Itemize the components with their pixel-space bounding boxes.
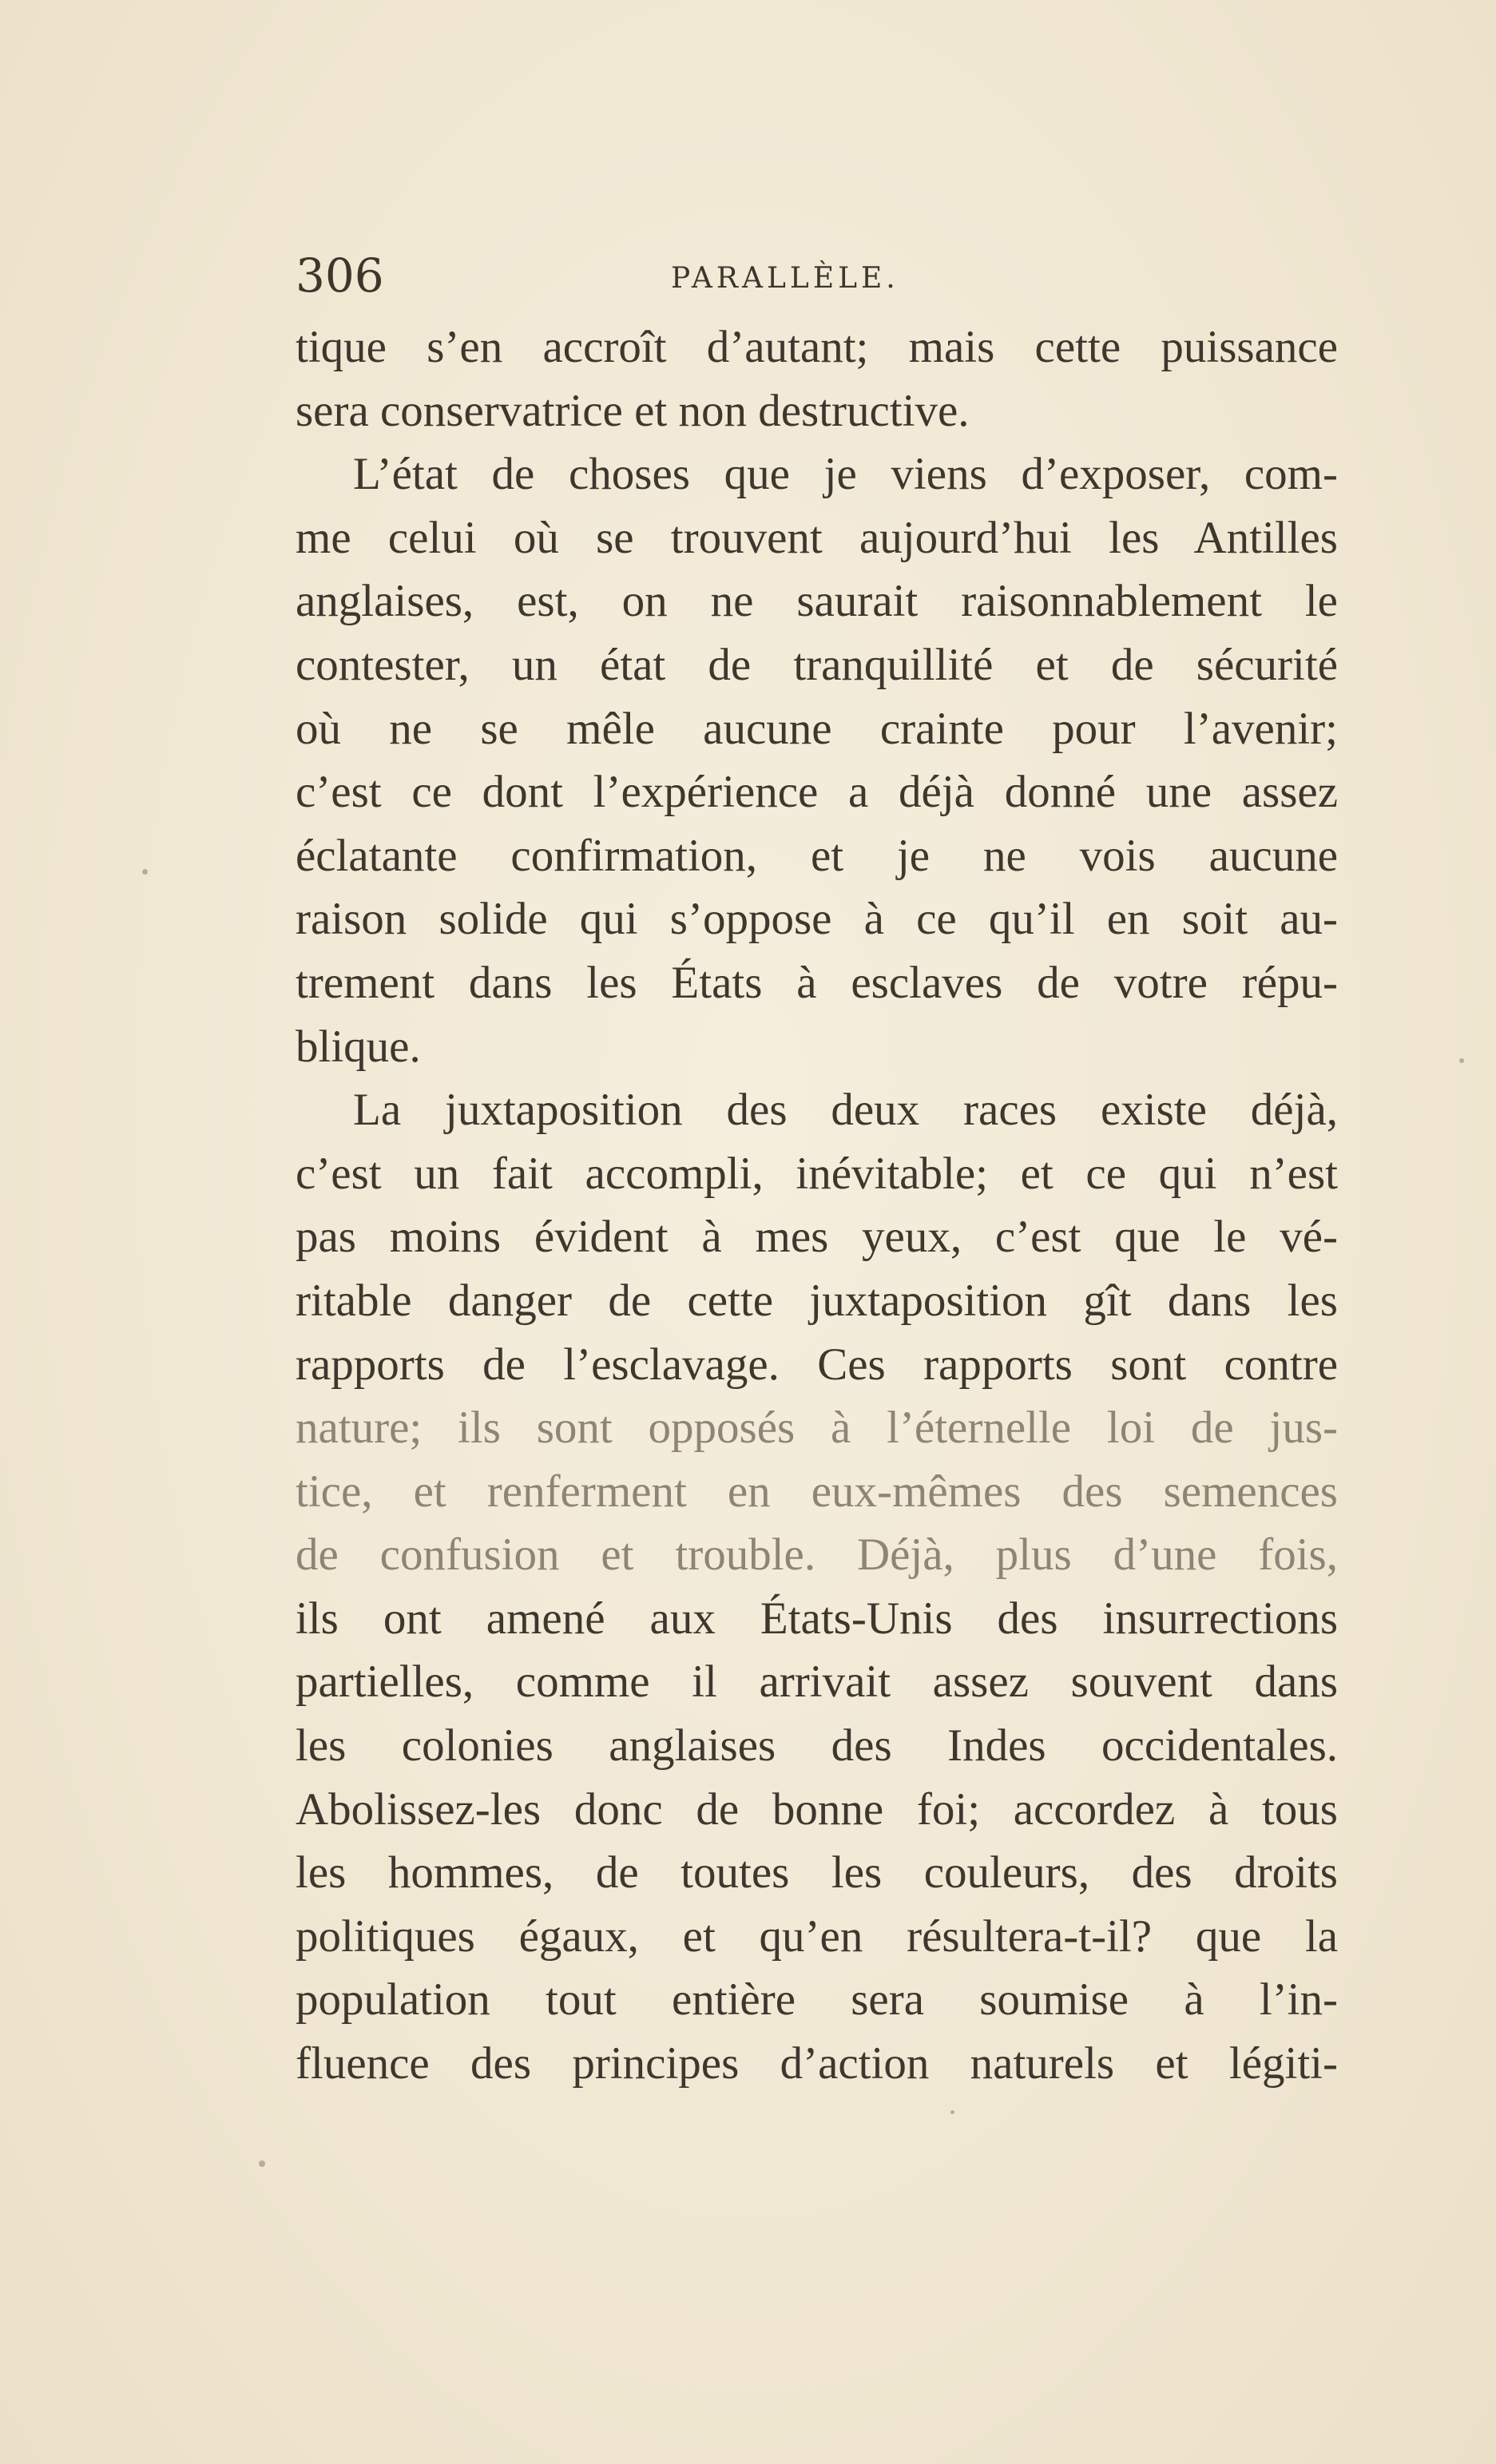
text-line: les colonies anglaises des Indes occidentales. xyxy=(296,1720,1338,1772)
paper-speck xyxy=(950,2110,954,2114)
paper-speck xyxy=(259,2160,265,2167)
text-line: rapports de l’esclavage. Ces rapports sont contre xyxy=(296,1339,1338,1390)
text-line: sera conservatrice et non destructive. xyxy=(296,385,970,436)
text-line: population tout entière sera soumise à l’in- xyxy=(296,1974,1338,2026)
text-line: me celui où se trouvent aujourd’hui les Antilles xyxy=(296,512,1338,563)
paragraph-start-line: La juxtaposition des deux races existe déjà, xyxy=(353,1085,1338,1136)
text-line: anglaises, est, on ne saurait raisonnablement le xyxy=(296,576,1338,627)
text-line: trement dans les États à esclaves de votre répu- xyxy=(296,957,1338,1008)
text-line: blique. xyxy=(296,1021,421,1072)
body-text xyxy=(296,315,1338,2096)
text-line: Abolissez-les donc de bonne foi; accordez à tous xyxy=(296,1784,1338,1835)
running-title: PARALLÈLE. xyxy=(671,262,899,295)
text-line: les hommes, de toutes les couleurs, des droits xyxy=(296,1847,1338,1899)
page-number: 306 xyxy=(296,248,384,303)
text-line: tique s’en accroît d’autant; mais cette puissance xyxy=(296,322,1338,372)
text-line: ritable danger de cette juxtaposition gît dans les xyxy=(296,1275,1338,1326)
paper-speck xyxy=(1459,1058,1464,1063)
text-line: éclatante confirmation, et je ne vois aucune xyxy=(296,830,1338,881)
text-line: pas moins évident à mes yeux, c’est que le vé- xyxy=(296,1212,1338,1263)
text-line: partielles, comme il arrivait assez souvent dans xyxy=(296,1657,1338,1708)
text-line: c’est ce dont l’expérience a déjà donné une assez xyxy=(296,767,1338,818)
paper-speck xyxy=(142,869,148,875)
text-line: nature; ils sont opposés à l’éternelle loi de jus- xyxy=(296,1403,1338,1454)
text-line: fluence des principes d’action naturels et légiti- xyxy=(296,2038,1338,2089)
text-line: raison solide qui s’oppose à ce qu’il en soit au- xyxy=(296,894,1338,945)
page-header xyxy=(296,244,1342,308)
paragraph-start-line: L’état de choses que je viens d’exposer, com- xyxy=(353,449,1338,500)
text-line: c’est un fait accompli, inévitable; et ce qui n’est xyxy=(296,1148,1338,1199)
text-line: ils ont amené aux États-Unis des insurrections xyxy=(296,1593,1338,1644)
text-line: politiques égaux, et qu’en résultera-t-il? que la xyxy=(296,1910,1338,1962)
text-line: de confusion et trouble. Déjà, plus d’une fois, xyxy=(296,1530,1338,1581)
text-line: tice, et renferment en eux-mêmes des semences xyxy=(296,1466,1338,1517)
text-line: contester, un état de tranquillité et de sécurité xyxy=(296,639,1338,690)
text-line: où ne se mêle aucune crainte pour l’avenir; xyxy=(296,703,1338,754)
